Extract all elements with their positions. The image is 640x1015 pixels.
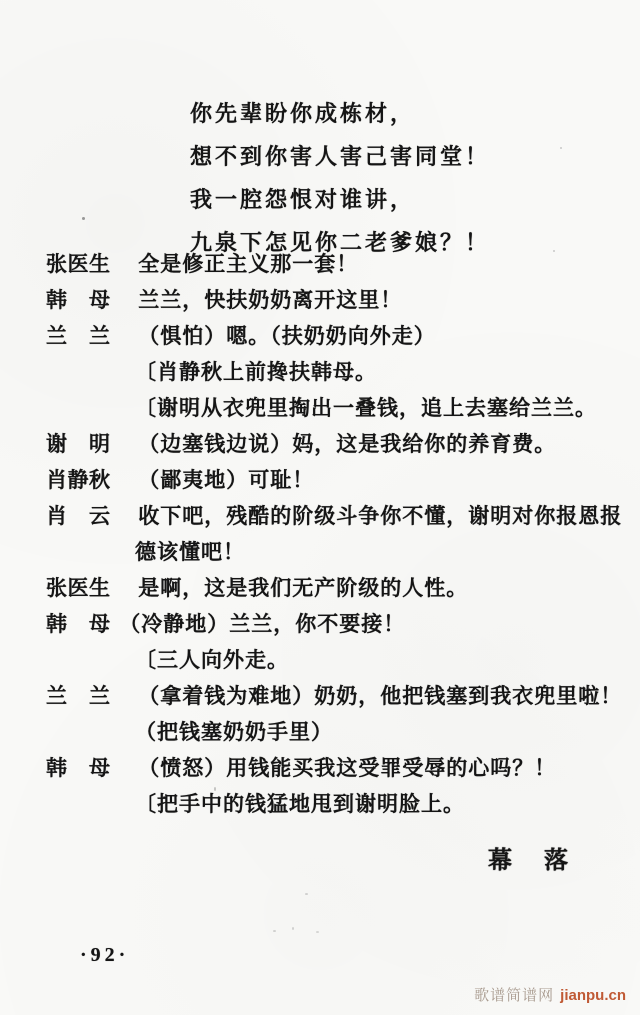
dialogue-text: 全是修正主义那一套！ [138,252,359,276]
stage-direction-row [0,642,640,678]
verse-line: 想不到你害人害己害同堂！ [190,144,491,169]
dialogue-text: （惧怕）嗯。（扶奶奶向外走） [138,324,436,348]
speaker-name: 兰 兰 [46,684,111,708]
dialogue-text: （冷静地）兰兰，你不要接！ [119,612,406,636]
script-row [0,318,640,354]
dialogue-text: （把钱塞奶奶手里） [135,720,333,744]
verse-line: 九泉下怎见你二老爹娘？！ [190,230,491,255]
dialogue-text: （拿着钱为难地）奶奶，他把钱塞到我衣兜里啦！ [138,684,623,708]
script-row [0,570,640,606]
speaker-name: 肖静秋 [46,468,111,492]
stage-direction-text: 〔谢明从衣兜里掏出一叠钱，追上去塞给兰兰。 [135,396,597,420]
scan-artifact [214,787,216,791]
script-row [0,498,640,534]
speaker-name: 肖 云 [46,504,111,528]
speaker-name: 韩 母 [46,288,111,312]
speaker-name: 张医生 [46,576,111,600]
speaker-name: 兰 兰 [46,324,111,348]
stage-direction-text: 〔肖静秋上前搀扶韩母。 [135,360,377,384]
curtain-falls-label: 幕 落 [488,848,572,874]
verse-line: 我一腔怨恨对谁讲， [190,187,416,212]
speaker-name: 韩 母 [46,612,111,636]
stage-direction-row [0,786,640,822]
verse-line: 你先辈盼你成栋材， [190,101,416,126]
page-number: ·92· [80,944,130,966]
script-row [0,246,640,282]
watermark [474,984,626,1005]
stage-direction-text: 〔把手中的钱猛地甩到谢明脸上。 [135,792,465,816]
dialogue-continuation-row [0,534,640,570]
stage-direction-text: 〔三人向外走。 [135,648,289,672]
speaker-name: 谢 明 [46,432,111,456]
script-row [0,462,640,498]
verse-block [190,92,490,264]
scan-artifact [316,931,319,933]
script-block [0,246,640,822]
scan-artifact [292,927,294,930]
speaker-name: 张医生 [46,252,111,276]
stage-direction-row [0,390,640,426]
dialogue-continuation-row [0,714,640,750]
scan-artifact [305,893,308,895]
scan-artifact [273,930,276,932]
scan-artifact [553,250,555,252]
scan-artifact [82,217,85,220]
script-row [0,678,640,714]
dialogue-text: 是啊，这是我们无产阶级的人性。 [138,576,469,600]
dialogue-text: 德该懂吧！ [135,540,245,564]
watermark-site-name: 歌谱简谱网 [474,987,555,1004]
dialogue-text: （愤怒）用钱能买我这受罪受辱的心吗？！ [138,756,557,780]
script-row [0,606,640,642]
watermark-site-url: jianpu.cn [560,987,626,1004]
dialogue-text: 兰兰，快扶奶奶离开这里！ [138,288,403,312]
dialogue-text: （鄙夷地）可耻！ [138,468,315,492]
stage-direction-row [0,354,640,390]
dialogue-text: 收下吧，残酷的阶级斗争你不懂，谢明对你报恩报 [138,504,623,528]
speaker-name: 韩 母 [46,756,111,780]
dialogue-text: （边塞钱边说）妈，这是我给你的养育费。 [138,432,557,456]
script-row [0,282,640,318]
script-row [0,426,640,462]
script-row [0,750,640,786]
scan-artifact [560,147,562,149]
